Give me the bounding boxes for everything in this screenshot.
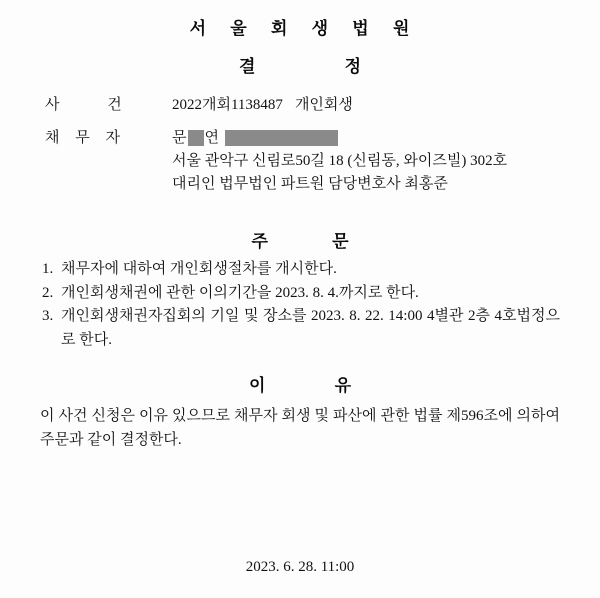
redaction-box-large bbox=[225, 130, 338, 146]
order-section-heading: 주 문 bbox=[251, 232, 349, 251]
order-item-text: 채무자에 대하여 개인회생절차를 개시한다. bbox=[61, 261, 337, 277]
order-item bbox=[42, 282, 560, 306]
debtor-address: 서울 관악구 신림로50길 18 (신림동, 와이즈빌) 302호 bbox=[172, 153, 508, 169]
debtor-representative: 대리인 법무법인 파트원 담당변호사 최홍준 bbox=[172, 176, 448, 192]
reason-section-heading: 이 유 bbox=[248, 376, 352, 395]
court-name-title: 서 울 회 생 법 원 bbox=[189, 19, 411, 38]
decision-datetime: 2023. 6. 28. 11:00 bbox=[245, 559, 355, 575]
case-type: 개인회생 bbox=[294, 97, 353, 113]
case-label: 사 건 bbox=[45, 97, 122, 113]
order-item bbox=[42, 305, 560, 352]
debtor-name-suffix: 연 bbox=[204, 130, 219, 146]
debtor-name-line bbox=[172, 127, 560, 150]
order-item-number: 1. bbox=[42, 261, 54, 277]
reason-paragraph: 이 사건 신청은 이유 있으므로 채무자 회생 및 파산에 관한 법률 제596조에 의하여 주문과 같이 결정한다. bbox=[40, 408, 560, 448]
case-number: 2022개회1138487 bbox=[172, 97, 283, 113]
order-item bbox=[42, 258, 560, 282]
debtor-label: 채 무 자 bbox=[45, 130, 120, 146]
order-list bbox=[42, 258, 560, 352]
debtor-row bbox=[45, 127, 560, 196]
redaction-box-small bbox=[188, 130, 204, 146]
document-type-heading: 결 정 bbox=[238, 57, 362, 76]
case-row bbox=[45, 94, 560, 117]
order-item-text: 개인회생채권에 관한 이의기간을 2023. 8. 4.까지로 한다. bbox=[61, 284, 419, 301]
debtor-name-prefix: 문 bbox=[172, 130, 187, 146]
order-item-number: 2. bbox=[42, 284, 54, 301]
debtor-value bbox=[172, 127, 560, 196]
order-item-number: 3. bbox=[42, 308, 54, 324]
case-value bbox=[172, 94, 560, 117]
order-item-text: 개인회생채권자집회의 기일 및 장소를 2023. 8. 22. 14:00 4별관 2층 4호법정으로 한다. bbox=[61, 308, 560, 348]
